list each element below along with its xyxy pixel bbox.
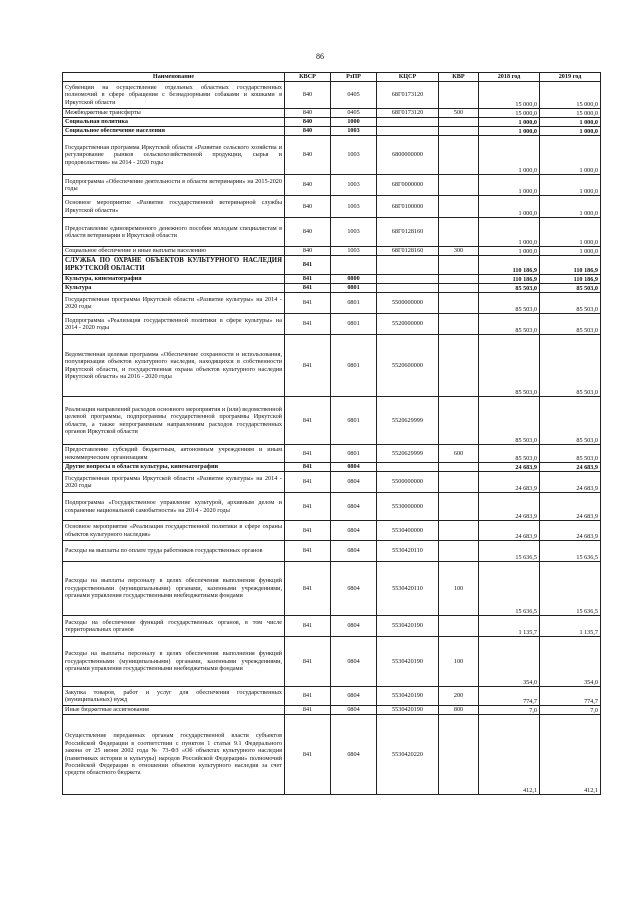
table-row: [63, 118, 601, 127]
table-row: [63, 175, 601, 196]
row-2018: 85 503,0: [479, 445, 540, 463]
row-rzpr: 0800: [331, 275, 377, 284]
row-name: Реализация направлений расходов основного мероприятия и (или) ведомственной целевой программы, подпрограммы государственной программы Иркутской области, а также непрограммным направлениям расходов государственных органов Иркутской области: [63, 397, 285, 445]
row-kvr: 600: [439, 445, 479, 463]
row-kvsr: 841: [285, 445, 331, 463]
row-2018: 15 636,5: [479, 541, 540, 562]
row-2019: 1 000,0: [540, 218, 601, 247]
budget-table: [62, 72, 601, 795]
row-name: Социальное обеспечение населения: [63, 127, 285, 136]
header-name: Наименование: [63, 73, 285, 82]
header-kvsr: КВСР: [285, 73, 331, 82]
row-rzpr: 0405: [331, 109, 377, 118]
row-kvsr: 840: [285, 218, 331, 247]
row-kvsr: 840: [285, 118, 331, 127]
row-2018: 85 503,0: [479, 284, 540, 293]
header-kvr: КВР: [439, 73, 479, 82]
row-kvsr: 841: [285, 616, 331, 637]
row-kvr: [439, 256, 479, 275]
row-2019: 15 636,5: [540, 562, 601, 616]
row-kvr: [439, 521, 479, 541]
row-rzpr: 0804: [331, 637, 377, 687]
row-kcsr: [377, 463, 439, 472]
row-kvsr: 841: [285, 637, 331, 687]
row-kcsr: [377, 256, 439, 275]
row-2018: 1 000,0: [479, 218, 540, 247]
row-2019: 1 135,7: [540, 616, 601, 637]
row-kvr: [439, 127, 479, 136]
row-rzpr: 1003: [331, 196, 377, 218]
row-2019: 85 503,0: [540, 314, 601, 335]
row-kcsr: 5520000000: [377, 314, 439, 335]
row-2019: 1 000,0: [540, 247, 601, 256]
row-kcsr: 68Г0128160: [377, 218, 439, 247]
table-row: [63, 127, 601, 136]
row-kvr: 100: [439, 637, 479, 687]
table-row: [63, 293, 601, 314]
row-2019: 1 000,0: [540, 118, 601, 127]
table-row: [63, 541, 601, 562]
row-kcsr: 5530420190: [377, 687, 439, 706]
row-kvr: [439, 284, 479, 293]
row-2019: 85 503,0: [540, 335, 601, 397]
row-kvsr: 841: [285, 706, 331, 715]
row-name: Основное мероприятие «Развитие государственной ветеринарной службы Иркутской области»: [63, 196, 285, 218]
row-kvsr: 840: [285, 247, 331, 256]
row-kcsr: 68Г0173120: [377, 82, 439, 109]
row-name: Ведомственная целевая программа «Обеспечение сохранности и использования, популяризация объектов культурного наследия, находящихся в собственности Иркутской области, и государственная охрана объектов культурного наследия Иркутской области» на 2016 - 2020 годы: [63, 335, 285, 397]
table-header-row: [63, 73, 601, 82]
row-kvsr: 840: [285, 127, 331, 136]
table-row: [63, 82, 601, 109]
table-row: [63, 314, 601, 335]
row-name: Государственная программа Иркутской области «Развитие культуры» на 2014 - 2020 годы: [63, 293, 285, 314]
row-2019: 412,1: [540, 715, 601, 795]
table-row: [63, 715, 601, 795]
row-kvr: 200: [439, 687, 479, 706]
table-row: [63, 256, 601, 275]
row-rzpr: 0804: [331, 562, 377, 616]
row-kvsr: 841: [285, 541, 331, 562]
row-2018: 15 000,0: [479, 109, 540, 118]
row-2019: 85 503,0: [540, 284, 601, 293]
row-kvsr: 840: [285, 196, 331, 218]
row-rzpr: 0801: [331, 314, 377, 335]
row-kvsr: 841: [285, 335, 331, 397]
row-2018: 24 683,9: [479, 521, 540, 541]
table-row: [63, 472, 601, 493]
row-rzpr: 1003: [331, 127, 377, 136]
row-name: Закупка товаров, работ и услуг для обеспечения государственных (муниципальных) нужд: [63, 687, 285, 706]
row-kvr: 100: [439, 562, 479, 616]
row-2019: 15 636,5: [540, 541, 601, 562]
table-row: [63, 218, 601, 247]
row-2018: 85 503,0: [479, 314, 540, 335]
row-rzpr: 1000: [331, 118, 377, 127]
row-rzpr: 0804: [331, 687, 377, 706]
row-2019: 85 503,0: [540, 397, 601, 445]
row-name: Другие вопросы в области культуры, кинематографии: [63, 463, 285, 472]
row-2019: 1 000,0: [540, 196, 601, 218]
row-name: Социальная политика: [63, 118, 285, 127]
table-row: [63, 687, 601, 706]
row-2018: 1 000,0: [479, 118, 540, 127]
row-rzpr: 0405: [331, 82, 377, 109]
row-rzpr: 1003: [331, 175, 377, 196]
row-kcsr: 5520629999: [377, 445, 439, 463]
row-rzpr: 0801: [331, 284, 377, 293]
header-rzpr: РзПР: [331, 73, 377, 82]
row-kcsr: 5520629999: [377, 397, 439, 445]
row-kvsr: 841: [285, 397, 331, 445]
row-kvr: [439, 314, 479, 335]
table-row: [63, 136, 601, 175]
row-rzpr: 0804: [331, 521, 377, 541]
row-2018: 1 000,0: [479, 127, 540, 136]
row-kvsr: 841: [285, 687, 331, 706]
row-kcsr: 5530420110: [377, 562, 439, 616]
row-name: СЛУЖБА ПО ОХРАНЕ ОБЪЕКТОВ КУЛЬТУРНОГО НАСЛЕДИЯ ИРКУТСКОЙ ОБЛАСТИ: [63, 256, 285, 275]
row-kvr: [439, 275, 479, 284]
row-rzpr: 1003: [331, 136, 377, 175]
row-name: Подпрограмма «Государственное управление культурой, архивным делом и сохранение национальной самобытности» на 2014 - 2020 годы: [63, 493, 285, 521]
table-row: [63, 247, 601, 256]
row-kvsr: 841: [285, 256, 331, 275]
row-2018: 1 000,0: [479, 136, 540, 175]
row-rzpr: 0804: [331, 493, 377, 521]
header-2019: 2019 год: [540, 73, 601, 82]
row-kvsr: 841: [285, 463, 331, 472]
row-rzpr: 1003: [331, 218, 377, 247]
row-kvr: [439, 463, 479, 472]
table-row: [63, 397, 601, 445]
row-name: Расходы на выплаты персоналу в целях обеспечения выполнения функций государственными (муниципальными) органами, казенными учреждениями, органами управления государственными внебюджетными фондами: [63, 637, 285, 687]
row-kvsr: 841: [285, 521, 331, 541]
row-kcsr: 5530000000: [377, 493, 439, 521]
row-kvsr: 841: [285, 284, 331, 293]
row-rzpr: 0804: [331, 715, 377, 795]
table-row: [63, 463, 601, 472]
row-rzpr: 1003: [331, 247, 377, 256]
row-2018: 15 000,0: [479, 82, 540, 109]
row-2019: 15 000,0: [540, 109, 601, 118]
row-name: Культура, кинематография: [63, 275, 285, 284]
row-2019: 1 000,0: [540, 136, 601, 175]
row-2018: 7,0: [479, 706, 540, 715]
row-2018: 1 000,0: [479, 175, 540, 196]
row-kvsr: 840: [285, 109, 331, 118]
row-rzpr: 0801: [331, 293, 377, 314]
row-rzpr: 0804: [331, 541, 377, 562]
row-rzpr: 0801: [331, 335, 377, 397]
row-name: Подпрограмма «Обеспечение деятельности в области ветеринарии» на 2015-2020 годы: [63, 175, 285, 196]
row-2018: 24 683,9: [479, 493, 540, 521]
row-kcsr: 68Г0000000: [377, 175, 439, 196]
table-row: [63, 335, 601, 397]
row-name: Государственная программа Иркутской области «Развитие сельского хозяйства и регулирование рынков сельскохозяйственной продукции, сырья и продовольствия» на 2014 - 2020 годы: [63, 136, 285, 175]
row-2019: 85 503,0: [540, 293, 601, 314]
row-kvr: [439, 335, 479, 397]
row-kvsr: 841: [285, 493, 331, 521]
table-row: [63, 275, 601, 284]
row-2019: 7,0: [540, 706, 601, 715]
table-row: [63, 284, 601, 293]
row-kvr: [439, 541, 479, 562]
table-row: [63, 196, 601, 218]
row-rzpr: 0801: [331, 397, 377, 445]
row-kvr: 800: [439, 706, 479, 715]
row-kvr: [439, 175, 479, 196]
row-2019: 15 000,0: [540, 82, 601, 109]
row-2019: 1 000,0: [540, 175, 601, 196]
row-kvr: [439, 82, 479, 109]
row-name: Государственная программа Иркутской области «Развитие культуры» на 2014 - 2020 годы: [63, 472, 285, 493]
row-2018: 24 683,9: [479, 472, 540, 493]
table-row: [63, 445, 601, 463]
row-kvr: [439, 293, 479, 314]
row-2018: 1 135,7: [479, 616, 540, 637]
row-2019: 110 186,9: [540, 256, 601, 275]
row-name: Осуществление переданных органам государственной власти субъектов Российской Федерации в соответствии с пунктом 1 статьи 9.1 Федерального закона от 25 июня 2002 года № 73-ФЗ «Об объектах культурного наследия (памятниках истории и культуры) народов Российской Федерации» полномочий Российской Федерации в отношении объектов культурного наследия за счет средств областного бюджета: [63, 715, 285, 795]
row-2019: 24 683,9: [540, 472, 601, 493]
row-2018: 15 636,5: [479, 562, 540, 616]
table-row: [63, 521, 601, 541]
row-kvsr: 841: [285, 715, 331, 795]
row-2018: 1 000,0: [479, 247, 540, 256]
row-name: Иные бюджетные ассигнования: [63, 706, 285, 715]
row-2018: 85 503,0: [479, 293, 540, 314]
row-kcsr: 5530400000: [377, 521, 439, 541]
header-kcsr: КЦСР: [377, 73, 439, 82]
row-2018: 412,1: [479, 715, 540, 795]
row-kvr: [439, 397, 479, 445]
row-name: Подпрограмма «Реализация государственной политики в сфере культуры» на 2014 - 2020 годы: [63, 314, 285, 335]
row-kcsr: [377, 118, 439, 127]
row-2018: 85 503,0: [479, 335, 540, 397]
row-kvsr: 840: [285, 136, 331, 175]
row-kvr: [439, 472, 479, 493]
row-name: Расходы на обеспечение функций государственных органов, в том числе территориальных органов: [63, 616, 285, 637]
row-kcsr: [377, 275, 439, 284]
row-2018: 774,7: [479, 687, 540, 706]
row-2019: 24 683,9: [540, 463, 601, 472]
row-2019: 354,0: [540, 637, 601, 687]
row-kvr: 500: [439, 109, 479, 118]
row-kvr: [439, 493, 479, 521]
row-rzpr: 0804: [331, 463, 377, 472]
row-kcsr: 5530420110: [377, 541, 439, 562]
page-number: 86: [316, 52, 324, 61]
row-2018: 85 503,0: [479, 397, 540, 445]
row-kcsr: 5500000000: [377, 472, 439, 493]
row-kvsr: 840: [285, 175, 331, 196]
row-2019: 24 683,9: [540, 493, 601, 521]
row-name: Предоставление единовременного денежного пособия молодым специалистам в области ветеринарии в Иркутской области: [63, 218, 285, 247]
row-rzpr: 0804: [331, 472, 377, 493]
table-row: [63, 109, 601, 118]
table-row: [63, 616, 601, 637]
row-kcsr: 5530420190: [377, 616, 439, 637]
row-2019: 24 683,9: [540, 521, 601, 541]
row-2019: 85 503,0: [540, 445, 601, 463]
row-2018: 354,0: [479, 637, 540, 687]
row-name: Субвенции на осуществление отдельных областных государственных полномочий в сфере обращения с безнадзорными собаками и кошками в Иркутской области: [63, 82, 285, 109]
row-kvr: [439, 136, 479, 175]
row-rzpr: [331, 256, 377, 275]
row-2018: 110 186,9: [479, 256, 540, 275]
row-kvsr: 840: [285, 82, 331, 109]
row-2018: 1 000,0: [479, 196, 540, 218]
row-kvsr: 841: [285, 275, 331, 284]
row-2019: 110 186,9: [540, 275, 601, 284]
row-kcsr: 5530420190: [377, 706, 439, 715]
row-kcsr: 5500000000: [377, 293, 439, 314]
row-kvsr: 841: [285, 293, 331, 314]
row-kcsr: 6800000000: [377, 136, 439, 175]
row-kcsr: 68Г0173120: [377, 109, 439, 118]
row-kvr: [439, 118, 479, 127]
row-kvr: [439, 196, 479, 218]
table-row: [63, 493, 601, 521]
row-name: Основное мероприятие «Реализация государственной политики в сфере охраны объектов культурного наследия»: [63, 521, 285, 541]
row-name: Расходы на выплаты персоналу в целях обеспечения выполнения функций государственными (муниципальными) органами, казенными учреждениями, органами управления государственными внебюджетными фондами: [63, 562, 285, 616]
row-2019: 774,7: [540, 687, 601, 706]
row-kcsr: [377, 284, 439, 293]
row-kvr: [439, 616, 479, 637]
row-rzpr: 0801: [331, 445, 377, 463]
row-kcsr: [377, 127, 439, 136]
row-2018: 24 683,9: [479, 463, 540, 472]
table-row: [63, 637, 601, 687]
row-name: Межбюджетные трансферты: [63, 109, 285, 118]
row-name: Социальное обеспечение и иные выплаты населению: [63, 247, 285, 256]
header-2018: 2018 год: [479, 73, 540, 82]
row-kvsr: 841: [285, 562, 331, 616]
row-kvr: [439, 218, 479, 247]
row-kcsr: 5520600000: [377, 335, 439, 397]
row-kvsr: 841: [285, 314, 331, 335]
row-kvr: [439, 715, 479, 795]
row-kcsr: 68Г0100000: [377, 196, 439, 218]
table-row: [63, 562, 601, 616]
row-kvsr: 841: [285, 472, 331, 493]
table-row: [63, 706, 601, 715]
row-kcsr: 5530420220: [377, 715, 439, 795]
row-2019: 1 000,0: [540, 127, 601, 136]
row-rzpr: 0804: [331, 706, 377, 715]
row-kcsr: 5530420190: [377, 637, 439, 687]
row-2018: 110 186,9: [479, 275, 540, 284]
row-kcsr: 68Г0128160: [377, 247, 439, 256]
row-kvr: 300: [439, 247, 479, 256]
row-name: Культура: [63, 284, 285, 293]
row-name: Предоставление субсидий бюджетным, автономным учреждениям и иным некоммерческим организациям: [63, 445, 285, 463]
row-name: Расходы на выплаты по оплате труда работников государственных органов: [63, 541, 285, 562]
row-rzpr: 0804: [331, 616, 377, 637]
